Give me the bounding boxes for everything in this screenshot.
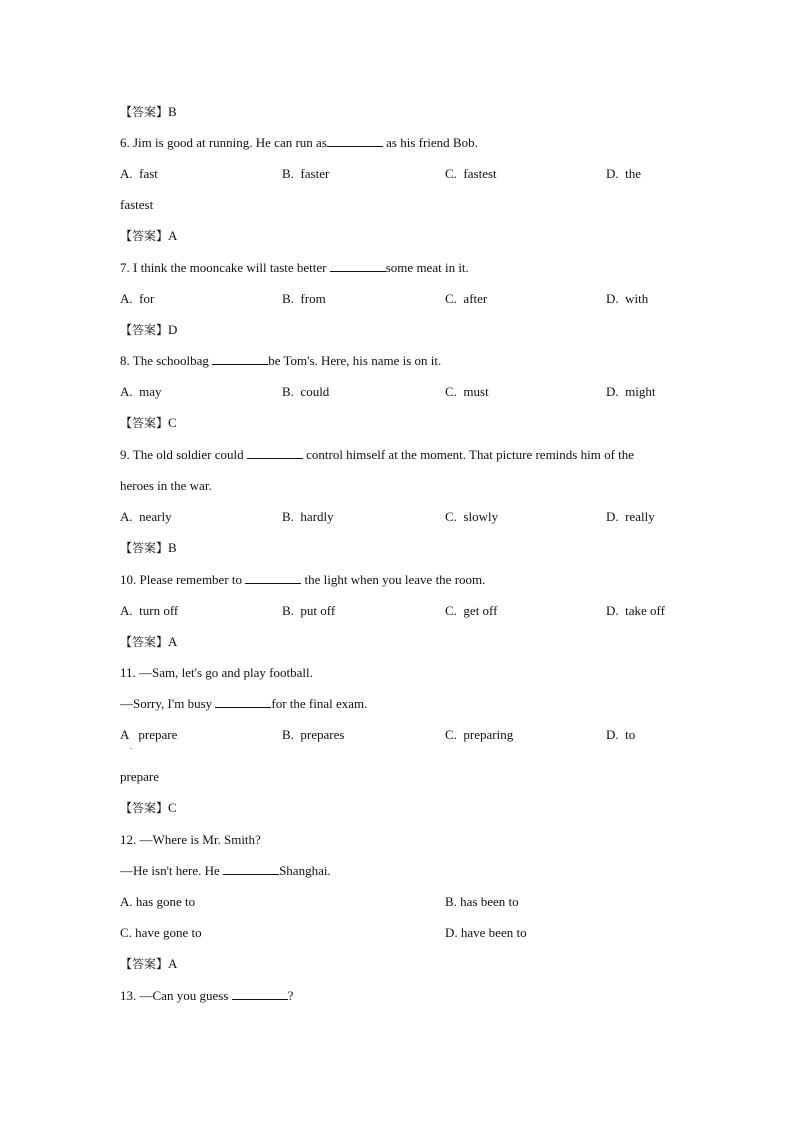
question-text: Shanghai. xyxy=(279,863,331,878)
question-6 xyxy=(120,135,478,151)
question-11: 11. —Sam, let's go and play football. xyxy=(120,665,313,680)
question-9-line-2: heroes in the war. xyxy=(120,478,212,493)
question-text: as his friend Bob. xyxy=(382,135,478,150)
answer-blank[interactable] xyxy=(245,572,301,584)
question-text: be Tom's. Here, his name is on it. xyxy=(268,353,442,368)
answer-6 xyxy=(120,228,177,244)
question-text: control himself at the moment. That picture reminds him of the xyxy=(302,447,635,462)
q10-option-d[interactable]: D. take off xyxy=(606,603,665,618)
stray-dot-mark: . xyxy=(130,741,133,751)
q11-option-d-wrap: prepare xyxy=(120,769,159,784)
answer-blank[interactable] xyxy=(247,447,303,459)
q6-option-a[interactable]: A. fast xyxy=(120,166,158,181)
answer-blank[interactable] xyxy=(327,135,383,147)
answer-label: 【答案】 xyxy=(120,541,169,555)
question-9 xyxy=(120,447,634,463)
question-text: —He isn't here. He xyxy=(120,863,224,878)
q6-option-c[interactable]: C. fastest xyxy=(445,166,497,181)
answer-value: B xyxy=(168,540,177,555)
question-text: —Sorry, I'm busy xyxy=(120,696,216,711)
answer-12 xyxy=(120,956,177,972)
answer-value: A xyxy=(168,634,178,649)
question-12-line-2 xyxy=(120,863,331,879)
answer-blank[interactable] xyxy=(215,696,271,708)
q12-option-c[interactable]: C. have gone to xyxy=(120,925,202,940)
q11-option-c[interactable]: C. preparing xyxy=(445,727,514,742)
question-text: the light when you leave the room. xyxy=(301,572,486,587)
answer-label: 【答案】 xyxy=(120,323,169,337)
question-8 xyxy=(120,353,441,369)
q9-option-b[interactable]: B. hardly xyxy=(282,509,334,524)
answer-value: A xyxy=(168,228,178,243)
answer-label: 【答案】 xyxy=(120,416,169,430)
q7-option-b[interactable]: B. from xyxy=(282,291,326,306)
q8-option-d[interactable]: D. might xyxy=(606,384,656,399)
q9-option-d[interactable]: D. really xyxy=(606,509,655,524)
answer-label: 【答案】 xyxy=(120,105,169,119)
q6-option-b[interactable]: B. faster xyxy=(282,166,330,181)
answer-9 xyxy=(120,540,177,556)
q10-option-b[interactable]: B. put off xyxy=(282,603,336,618)
answer-value: D xyxy=(168,322,178,337)
q6-option-d[interactable]: D. the xyxy=(606,166,642,181)
q10-option-a[interactable]: A. turn off xyxy=(120,603,179,618)
answer-blank[interactable] xyxy=(223,863,279,875)
answer-value: C xyxy=(168,415,177,430)
q9-option-a[interactable]: A. nearly xyxy=(120,509,172,524)
q7-option-c[interactable]: C. after xyxy=(445,291,488,306)
question-7 xyxy=(120,260,469,276)
q9-option-c[interactable]: C. slowly xyxy=(445,509,499,524)
question-text: 9. The old soldier could xyxy=(120,447,247,462)
answer-5 xyxy=(120,104,177,120)
answer-label: 【答案】 xyxy=(120,801,169,815)
q6-option-d-wrap: fastest xyxy=(120,197,154,212)
answer-blank[interactable] xyxy=(330,260,386,272)
answer-10 xyxy=(120,634,177,650)
question-text: 7. I think the mooncake will taste better xyxy=(120,260,330,275)
question-text: some meat in it. xyxy=(385,260,469,275)
answer-blank[interactable] xyxy=(232,988,288,1000)
q12-option-b[interactable]: B. has been to xyxy=(445,894,519,909)
q7-option-a[interactable]: A. for xyxy=(120,291,155,306)
question-13 xyxy=(120,988,293,1004)
answer-label: 【答案】 xyxy=(120,635,169,649)
answer-label: 【答案】 xyxy=(120,229,169,243)
question-10 xyxy=(120,572,485,588)
q10-option-c[interactable]: C. get off xyxy=(445,603,498,618)
question-text: 10. Please remember to xyxy=(120,572,246,587)
answer-label: 【答案】 xyxy=(120,957,169,971)
q8-option-b[interactable]: B. could xyxy=(282,384,330,399)
q12-option-d[interactable]: D. have been to xyxy=(445,925,527,940)
answer-8 xyxy=(120,415,177,431)
answer-value: B xyxy=(168,104,177,119)
answer-7 xyxy=(120,322,177,338)
answer-11 xyxy=(120,800,177,816)
question-text: 8. The schoolbag xyxy=(120,353,213,368)
answer-blank[interactable] xyxy=(212,353,268,365)
q12-option-a[interactable]: A. has gone to xyxy=(120,894,196,909)
q11-option-b[interactable]: B. prepares xyxy=(282,727,345,742)
q8-option-a[interactable]: A. may xyxy=(120,384,162,399)
question-text: ? xyxy=(287,988,294,1003)
answer-value: C xyxy=(168,800,177,815)
q11-option-a[interactable]: A prepare xyxy=(120,727,178,742)
question-12: 12. —Where is Mr. Smith? xyxy=(120,832,261,847)
q11-option-d[interactable]: D. to xyxy=(606,727,636,742)
question-text: 13. —Can you guess xyxy=(120,988,232,1003)
question-text: for the final exam. xyxy=(271,696,368,711)
question-text: 6. Jim is good at running. He can run as xyxy=(120,135,327,150)
q7-option-d[interactable]: D. with xyxy=(606,291,649,306)
q8-option-c[interactable]: C. must xyxy=(445,384,489,399)
question-11-line-2 xyxy=(120,696,367,712)
answer-value: A xyxy=(168,956,178,971)
